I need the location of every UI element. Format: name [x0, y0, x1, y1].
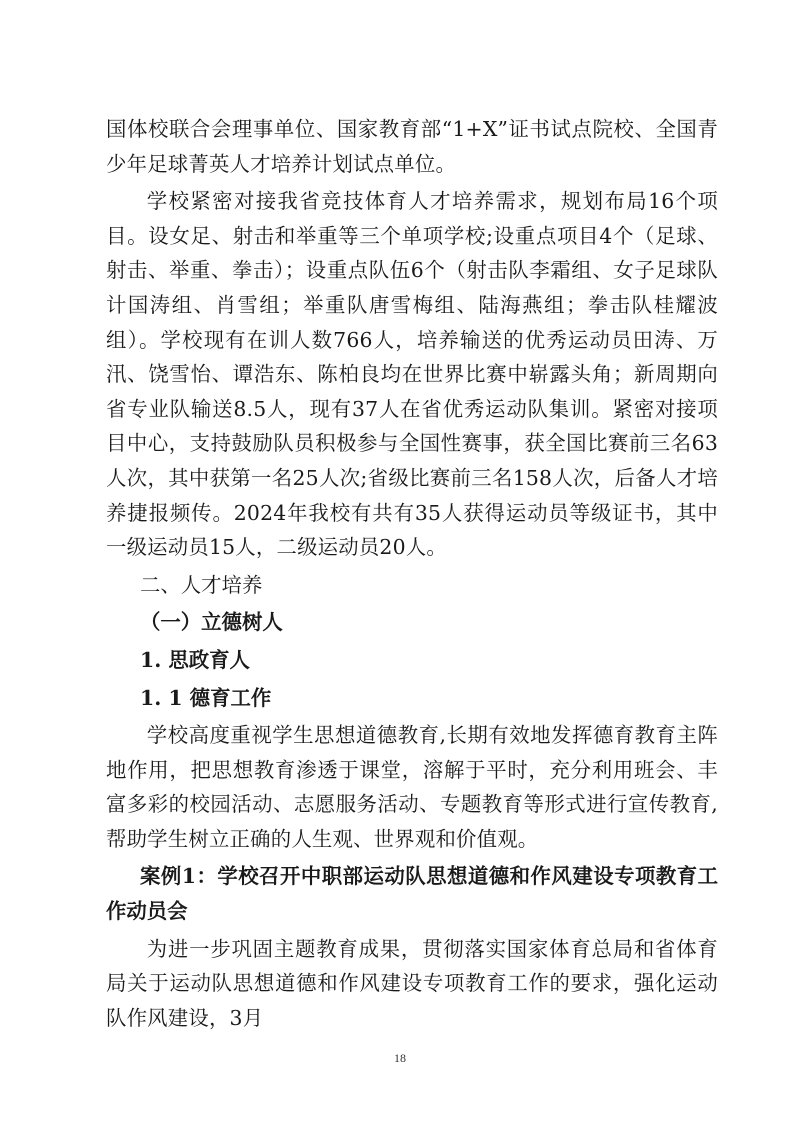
section-heading: 二、人才培养	[140, 572, 263, 597]
item-heading: 1. 思政育人	[140, 647, 250, 672]
paragraph-case-body: 为进一步巩固主题教育成果，贯彻落实国家体育总局和省体育局关于运动队思想道德和作风建设专项教育工作的要求，强化运动队作风建设，3月	[106, 936, 718, 1030]
paragraph-intro-continuation: 国体校联合会理事单位、国家教育部“1+X”证书试点院校、全国青少年足球菁英人才培养计划试点单位。	[106, 117, 718, 176]
subsection-heading: （一）立德树人	[140, 610, 283, 635]
case-title: 案例1：学校召开中职部运动队思想道德和作风建设专项教育工作动员会	[106, 864, 718, 924]
page-number: 18	[394, 1051, 406, 1065]
paragraph-projects: 学校紧密对接我省竞技体育人才培养需求，规划布局16个项目。设女足、射击和举重等三个单项学校;设重点项目4个（足球、射击、举重、拳击）；设重点队伍6个（射击队李霜组、女子足球队计国涛组、肖雪组；举重队唐雪梅组、陆海燕组；拳击队桂耀波组）。学校现有在训人数766人，培养输送的优秀运动员田涛、万汛、饶雪怡、谭浩东、陈柏良均在世界比赛中崭露头角；新周期向省专业队输送8.5人，现有37人在省优秀运动队集训。紧密对接项目中心，支持鼓励队员积极参与全国性赛事，获全国比赛前三名63人次，其中获第一名25人次;省级比赛前三名158人次，后备人才培养捷报频传。2024年我校有共有35人获得运动员等级证书，其中一级运动员15人，二级运动员20人。	[106, 189, 718, 560]
paragraph-moral-education: 学校高度重视学生思想道德教育,长期有效地发挥德育教育主阵地作用，把思想教育渗透于课堂，溶解于平时，充分利用班会、丰富多彩的校园活动、志愿服务活动、专题教育等形式进行宣传教育,帮助学生树立正确的人生观、世界观和价值观。	[106, 723, 718, 851]
subitem-heading: 1. 1 德育工作	[140, 685, 272, 710]
document-page	[106, 112, 718, 1035]
